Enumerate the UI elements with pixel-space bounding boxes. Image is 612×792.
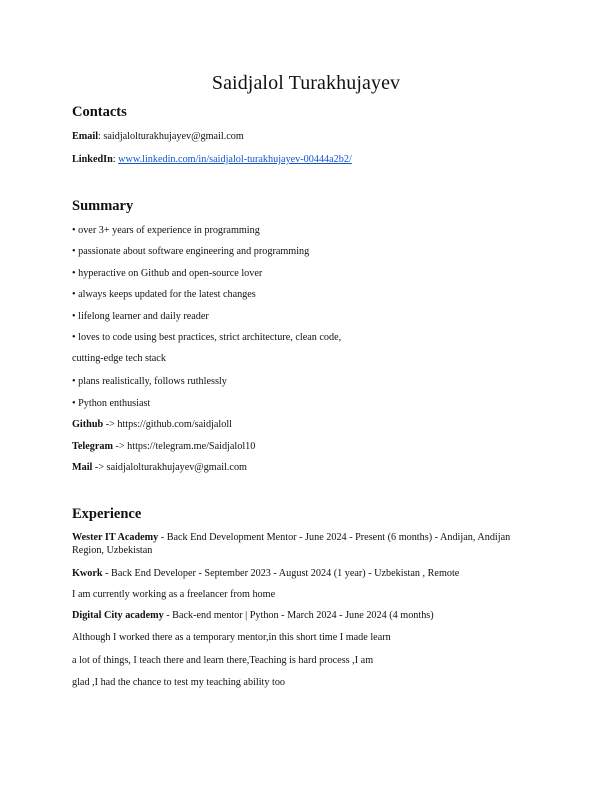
job-description: Although I worked there as a temporary mentor,in this short time I made learn [72, 632, 391, 643]
page-title: Saidjalol Turakhujayev [211, 72, 401, 94]
summary-bullet: • Python enthusiast [72, 398, 151, 409]
job-company: Kwork [72, 568, 103, 579]
linkedin-separator: : [112, 154, 119, 165]
github-value: -> https://github.com/saidjaloll [103, 419, 232, 430]
github-line [72, 418, 232, 431]
job-entry-wester [72, 531, 522, 557]
job-description: glad ,I had the chance to test my teaching ability too [72, 677, 286, 688]
job-details: - Back-end mentor | Python - March 2024 - June 2024 (4 months) [163, 610, 434, 621]
job-entry-kwork [72, 567, 459, 580]
email-line [72, 130, 244, 143]
summary-bullet: • always keeps updated for the latest changes [72, 289, 256, 300]
linkedin-label: LinkedIn [72, 154, 113, 165]
telegram-line [72, 440, 255, 453]
summary-bullet: • over 3+ years of experience in programming [72, 225, 260, 236]
job-description: a lot of things, I teach there and learn there,Teaching is hard process ,I am [72, 655, 374, 666]
job-details: - Back End Developer - September 2023 - August 2024 (1 year) - Uzbekistan , Remote [102, 568, 460, 579]
email-label: Email [72, 131, 99, 142]
contacts-heading: Contacts [72, 104, 127, 120]
job-company: Wester IT Academy [72, 532, 159, 543]
job-company: Digital City academy [72, 610, 164, 621]
summary-bullet: • loves to code using best practices, strict architecture, clean code, [72, 332, 342, 343]
job-details: - Back End Development Mentor - June 2024 - Present (6 months) - Andijan, Andijan Region, Uzbekistan [72, 532, 511, 556]
job-entry-digital-city [72, 609, 434, 622]
linkedin-link[interactable]: www.linkedin.com/in/saidjalol-turakhujayev-00444a2b2/ [118, 154, 352, 165]
summary-bullet: • lifelong learner and daily reader [72, 311, 209, 322]
experience-heading: Experience [72, 506, 142, 522]
email-value: : saidjalolturakhujayev@gmail.com [98, 131, 244, 142]
mail-value: -> saidjalolturakhujayev@gmail.com [92, 462, 247, 473]
summary-bullet: • hyperactive on Github and open-source lover [72, 268, 263, 279]
github-label: Github [72, 419, 104, 430]
summary-bullet-continuation: cutting-edge tech stack [72, 353, 166, 364]
mail-line [72, 461, 247, 474]
summary-bullet: • passionate about software engineering and programming [72, 246, 310, 257]
job-description: I am currently working as a freelancer from home [72, 589, 276, 600]
summary-bullet: • plans realistically, follows ruthlessly [72, 376, 227, 387]
telegram-label: Telegram [72, 441, 113, 452]
linkedin-line [72, 153, 352, 166]
telegram-value: -> https://telegram.me/Saidjalol10 [112, 441, 256, 452]
summary-heading: Summary [72, 198, 134, 214]
mail-label: Mail [72, 462, 93, 473]
